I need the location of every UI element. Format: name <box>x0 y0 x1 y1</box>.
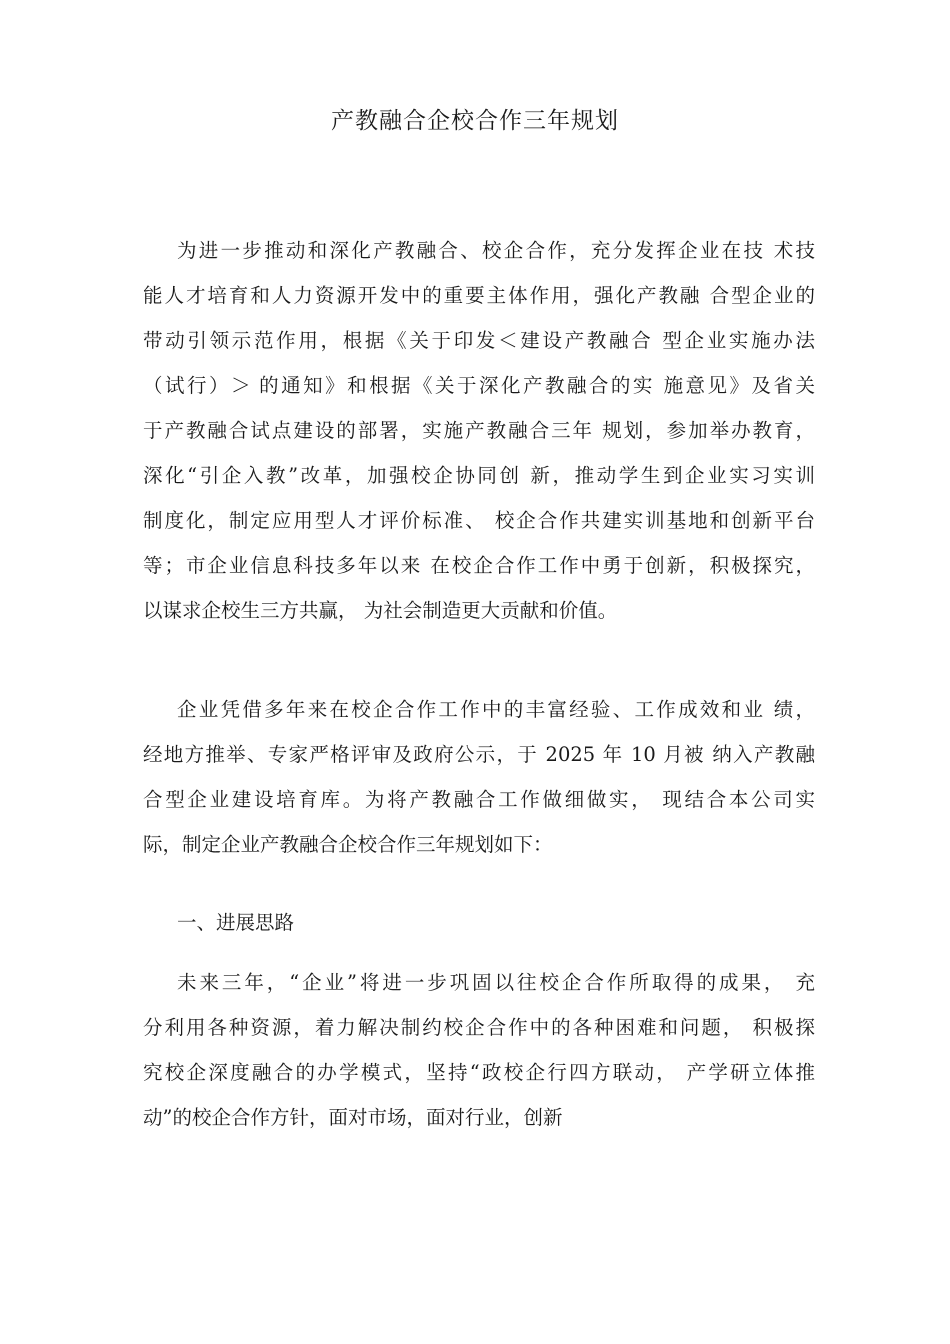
paragraph-intro <box>143 228 815 633</box>
paragraph-line: 合型企业建设培育库。为将产教融合工作做细做实， 现结合本公司实 <box>143 788 815 811</box>
paragraph-line: 究校企深度融合的办学模式，坚持“政校企行四方联动， 产学研立体推 <box>143 1061 815 1084</box>
document-title: 产教融合企校合作三年规划 <box>331 108 619 134</box>
paragraph-line: （试行）＞ 的通知》和根据《关于深化产教融合的实 施意见》及省关 <box>143 374 815 397</box>
section-heading: 一、进展思路 <box>177 911 295 934</box>
paragraph-line: 经地方推举、专家严格评审及政府公示，于 2025 年 10 月被 纳入产教融 <box>143 743 815 766</box>
paragraph-line: 动”的校企合作方针，面对市场，面对行业，创新 <box>143 1106 563 1129</box>
paragraph-line: 于产教融合试点建设的部署，实施产教融合三年 规划，参加举办教育， <box>143 419 815 442</box>
paragraph-line: 未来三年，“企业”将进一步巩固以往校企合作所取得的成果， 充 <box>177 971 815 994</box>
paragraph-line: 等；市企业信息科技多年以来 在校企合作工作中勇于创新，积极探究， <box>143 554 815 577</box>
paragraph-line: 际，制定企业产教融合企校合作三年规划如下： <box>143 833 553 856</box>
paragraph-line: 带动引领示范作用，根据《关于印发＜建设产教融合 型企业实施办法 <box>143 329 815 352</box>
paragraph-line: 企业凭借多年来在校企合作工作中的丰富经验、工作成效和业 绩， <box>177 698 815 721</box>
paragraph-line: 能人才培育和人力资源开发中的重要主体作用，强化产教融 合型企业的 <box>143 284 815 307</box>
paragraph-line: 分利用各种资源，着力解决制约校企合作中的各种困难和问题， 积极探 <box>143 1016 815 1039</box>
paragraph-line: 以谋求企校生三方共赢， 为社会制造更大贡献和价值。 <box>143 599 618 622</box>
paragraph-line: 制度化，制定应用型人才评价标准、 校企合作共建实训基地和创新平台 <box>143 509 815 532</box>
paragraph-line: 为进一步推动和深化产教融合、校企合作，充分发挥企业在技 术技 <box>177 239 815 262</box>
paragraph-development-ideas <box>143 960 815 1140</box>
paragraph-background <box>143 687 815 867</box>
paragraph-line: 深化“引企入教”改革，加强校企协同创 新，推动学生到企业实习实训 <box>143 464 815 487</box>
